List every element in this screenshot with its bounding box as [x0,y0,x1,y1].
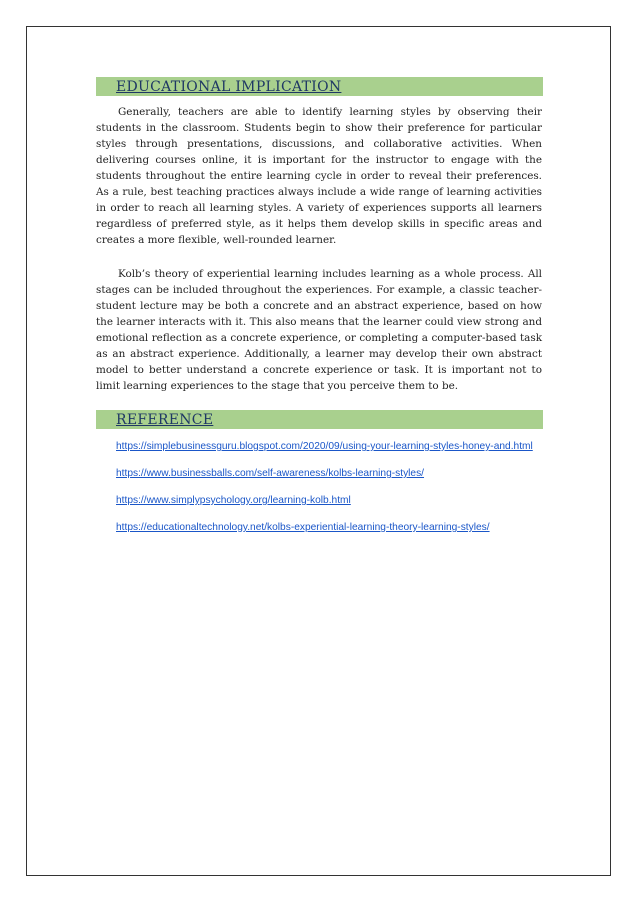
reference-item [116,439,542,454]
section-heading-educational-implication [96,77,543,96]
reference-item [116,520,542,535]
reference-item [116,493,542,508]
reference-link[interactable]: https://www.businessballs.com/self-awareness/kolbs-learning-styles/ [116,468,425,479]
body-paragraph: Kolb’s theory of experiential learning includes learning as a whole process. All stages can be included throughout the experiences. For example, a classic teacher-student lecture may be both a concrete and an abstract experience, based on how the learner interacts with it. This also means that the learner could view strong and emotional reflection as a concrete experience, or completing a computer-based task as an abstract experience. Additionally, a learner may develop their own abstract model to better understand a concrete experience or task. It is important not to limit learning experiences to the stage that you perceive them to be. [96,268,542,392]
section-heading-label: REFERENCE [116,412,214,428]
reference-link[interactable]: https://educationaltechnology.net/kolbs-experiential-learning-theory-learning-styles/ [116,522,490,533]
section-heading-label: EDUCATIONAL IMPLICATION [116,79,342,95]
document-content [96,77,542,547]
reference-list [116,439,542,535]
reference-link[interactable]: https://www.simplypsychology.org/learning-kolb.html [116,495,351,506]
body-paragraph: Generally, teachers are able to identify learning styles by observing their students in the classroom. Students begin to show their preference for particular styles through presentations, discussions, and collaborative activities. When delivering courses online, it is important for the instructor to engage with the students throughout the entire learning cycle in order to reveal their preferences. As a rule, best teaching practices always include a wide range of learning activities in order to reach all learning styles. A variety of experiences supports all learners regardless of preferred style, as it helps them develop skills in specific areas and creates a more flexible, well-rounded learner. [96,106,542,246]
reference-link[interactable]: https://simplebusinessguru.blogspot.com/2020/09/using-your-learning-styles-honey-and.html [116,441,533,452]
reference-item [116,466,542,481]
section-heading-reference [96,410,543,429]
